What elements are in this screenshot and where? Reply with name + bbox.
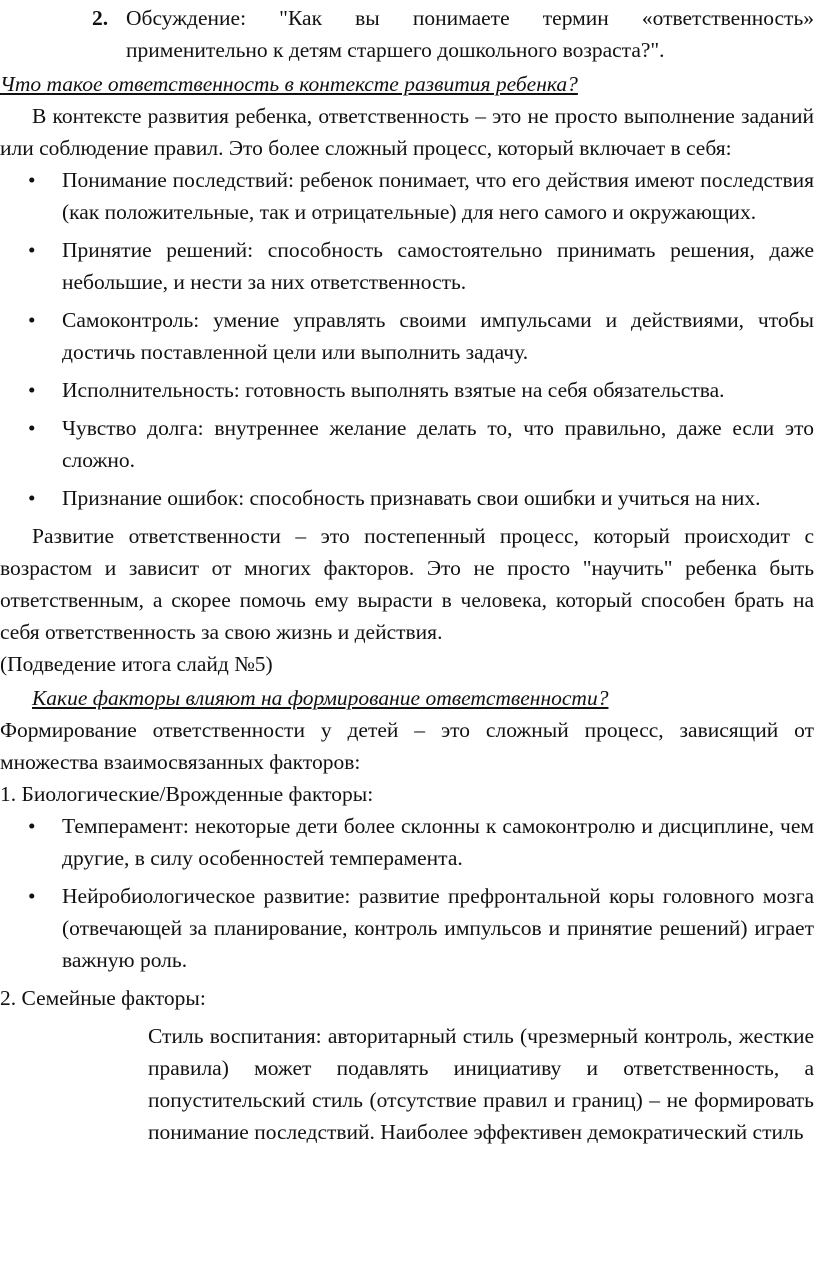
bullet-icon: • [28, 238, 36, 262]
slide-note: (Подведение итога слайд №5) [0, 652, 273, 676]
bullet-list-biological [0, 810, 814, 976]
list-item-text: Самоконтроль: умение управлять своими импульсами и действиями, чтобы достичь поставленной цели или выполнить задачу. [62, 308, 814, 364]
paragraph-intro: В контексте развития ребенка, ответственность – это не просто выполнение заданий или соблюдение правил. Это более сложный процесс, который включает в себя: [0, 104, 814, 160]
list-item [0, 412, 814, 476]
list-item [0, 880, 814, 976]
list-item [0, 810, 814, 874]
bullet-icon: • [28, 814, 36, 838]
discussion-text: Обсуждение: "Как вы понимаете термин «ответственность» применительно к детям старшего дошкольного возраста?". [126, 6, 814, 62]
bullet-icon: • [28, 378, 36, 402]
question-heading-2: Какие факторы влияют на формирование ответственности? [32, 686, 609, 710]
paragraph-parenting-style: Стиль воспитания: авторитарный стиль (чрезмерный контроль, жесткие правила) может подавлять инициативу и ответственность, а попустительский стиль (отсутствие правил и границ) – не формировать понимание последствий. Наиболее эффективен демократический стиль [148, 1024, 814, 1144]
list-item-text: Нейробиологическое развитие: развитие префронтальной коры головного мозга (отвечающей за планирование, контроль импульсов и принятие решений) играет важную роль. [62, 884, 814, 972]
list-item-text: Признание ошибок: способность признавать свои ошибки и учиться на них. [62, 486, 761, 510]
bullet-icon: • [28, 486, 36, 510]
bullet-icon: • [28, 884, 36, 908]
document-page [0, 2, 814, 1148]
list-item-text: Чувство долга: внутреннее желание делать то, что правильно, даже если это сложно. [62, 416, 814, 472]
bullet-list-components [0, 164, 814, 514]
section-heading-biological: 1. Биологические/Врожденные факторы: [0, 782, 374, 806]
discussion-number: 2. [92, 6, 109, 30]
bullet-icon: • [28, 416, 36, 440]
question-heading-1: Что такое ответственность в контексте развития ребенка? [0, 72, 578, 96]
list-item [0, 234, 814, 298]
list-item-text: Принятие решений: способность самостоятельно принимать решения, даже небольшие, и нести за них ответственность. [62, 238, 814, 294]
list-item [0, 164, 814, 228]
list-item-text: Понимание последствий: ребенок понимает, что его действия имеют последствия (как положительные, так и отрицательные) для него самого и окружающих. [62, 168, 814, 224]
list-item-text: Темперамент: некоторые дети более склонны к самоконтролю и дисциплине, чем другие, в силу особенностей темперамента. [62, 814, 814, 870]
list-item-text: Исполнительность: готовность выполнять взятые на себя обязательства. [62, 378, 725, 402]
list-item [0, 482, 814, 514]
list-item [0, 304, 814, 368]
discussion-heading [0, 2, 814, 66]
paragraph-factors: Формирование ответственности у детей – это сложный процесс, зависящий от множества взаимосвязанных факторов: [0, 718, 814, 774]
bullet-icon: • [28, 168, 36, 192]
paragraph-development: Развитие ответственности – это постепенный процесс, который происходит с возрастом и зависит от многих факторов. Это не просто "научить" ребенка быть ответственным, а скорее помочь ему вырасти в человека, который способен брать на себя ответственность за свою жизнь и действия. [0, 524, 814, 644]
bullet-icon: • [28, 308, 36, 332]
section-heading-family: 2. Семейные факторы: [0, 986, 206, 1010]
list-item [0, 374, 814, 406]
